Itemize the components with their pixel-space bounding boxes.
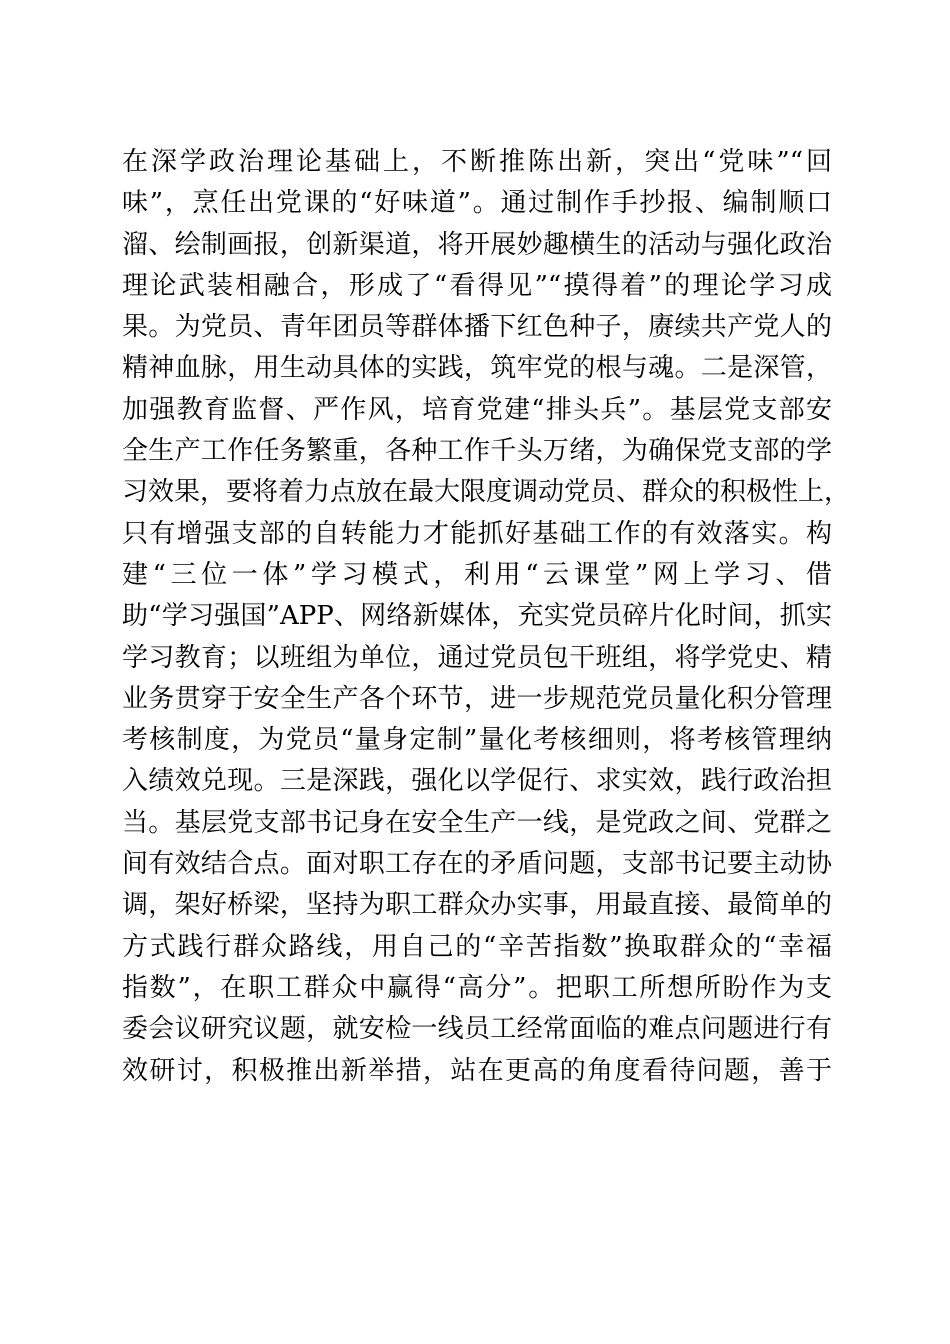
- text-line: 在深学政治理论基础上，不断推陈出新，突出“党味”“回: [122, 147, 832, 177]
- text-line: 效研讨，积极推出新举措，站在更高的角度看待问题，善于: [122, 1055, 832, 1086]
- text-line: 果。为党员、青年团员等群体播下红色种子，赓续共产党人的: [122, 312, 832, 343]
- text-line: 理论武装相融合，形成了“看得见”“摸得着”的理论学习成: [122, 270, 832, 301]
- text-line: 间有效结合点。面对职工存在的矛盾问题，支部书记要主动协: [122, 849, 832, 880]
- text-line: 全生产工作任务繁重，各种工作千头万绪，为确保党支部的学: [122, 436, 832, 467]
- text-line: 调，架好桥梁，坚持为职工群众办实事，用最直接、最简单的: [122, 890, 832, 921]
- text-line: 习效果，要将着力点放在最大限度调动党员、群众的积极性上，: [122, 477, 851, 508]
- text-line: 当。基层党支部书记身在安全生产一线，是党政之间、党群之: [122, 807, 832, 838]
- text-line: 方式践行群众路线，用自己的“辛苦指数”换取群众的“幸福: [122, 931, 832, 962]
- text-line: 味”，烹任出党课的“好味道”。通过制作手抄报、编制顺口: [122, 188, 832, 219]
- text-line: 委会议研究议题，就安检一线员工经常面临的难点问题进行有: [122, 1014, 832, 1045]
- text-line: 建“三位一体”学习模式，利用“云课堂”网上学习、借: [122, 559, 832, 590]
- body-text: [122, 142, 851, 1092]
- text-line: 学习教育；以班组为单位，通过党员包干班组，将学党史、精: [122, 642, 832, 673]
- text-line: 精神血脉，用生动具体的实践，筑牢党的根与魂。二是深管，: [122, 353, 832, 384]
- text-line: 溜、绘制画报，创新渠道，将开展妙趣横生的活动与强化政治: [122, 229, 832, 260]
- text-line: 业务贯穿于安全生产各个环节，进一步规范党员量化积分管理: [122, 683, 832, 714]
- text-line: 只有增强支部的自转能力才能抓好基础工作的有效落实。构: [122, 518, 832, 549]
- text-line: 加强教育监督、严作风，培育党建“排头兵”。基层党支部安: [122, 394, 832, 425]
- text-line: 考核制度，为党员“量身定制”量化考核细则，将考核管理纳: [122, 725, 832, 756]
- text-line: 入绩效兑现。三是深践，强化以学促行、求实效，践行政治担: [122, 766, 832, 797]
- text-line: 助“学习强国”APP、网络新媒体，充实党员碎片化时间，抓实: [122, 601, 832, 632]
- text-line: 指数”，在职工群众中赢得“高分”。把职工所想所盼作为支: [122, 972, 832, 1003]
